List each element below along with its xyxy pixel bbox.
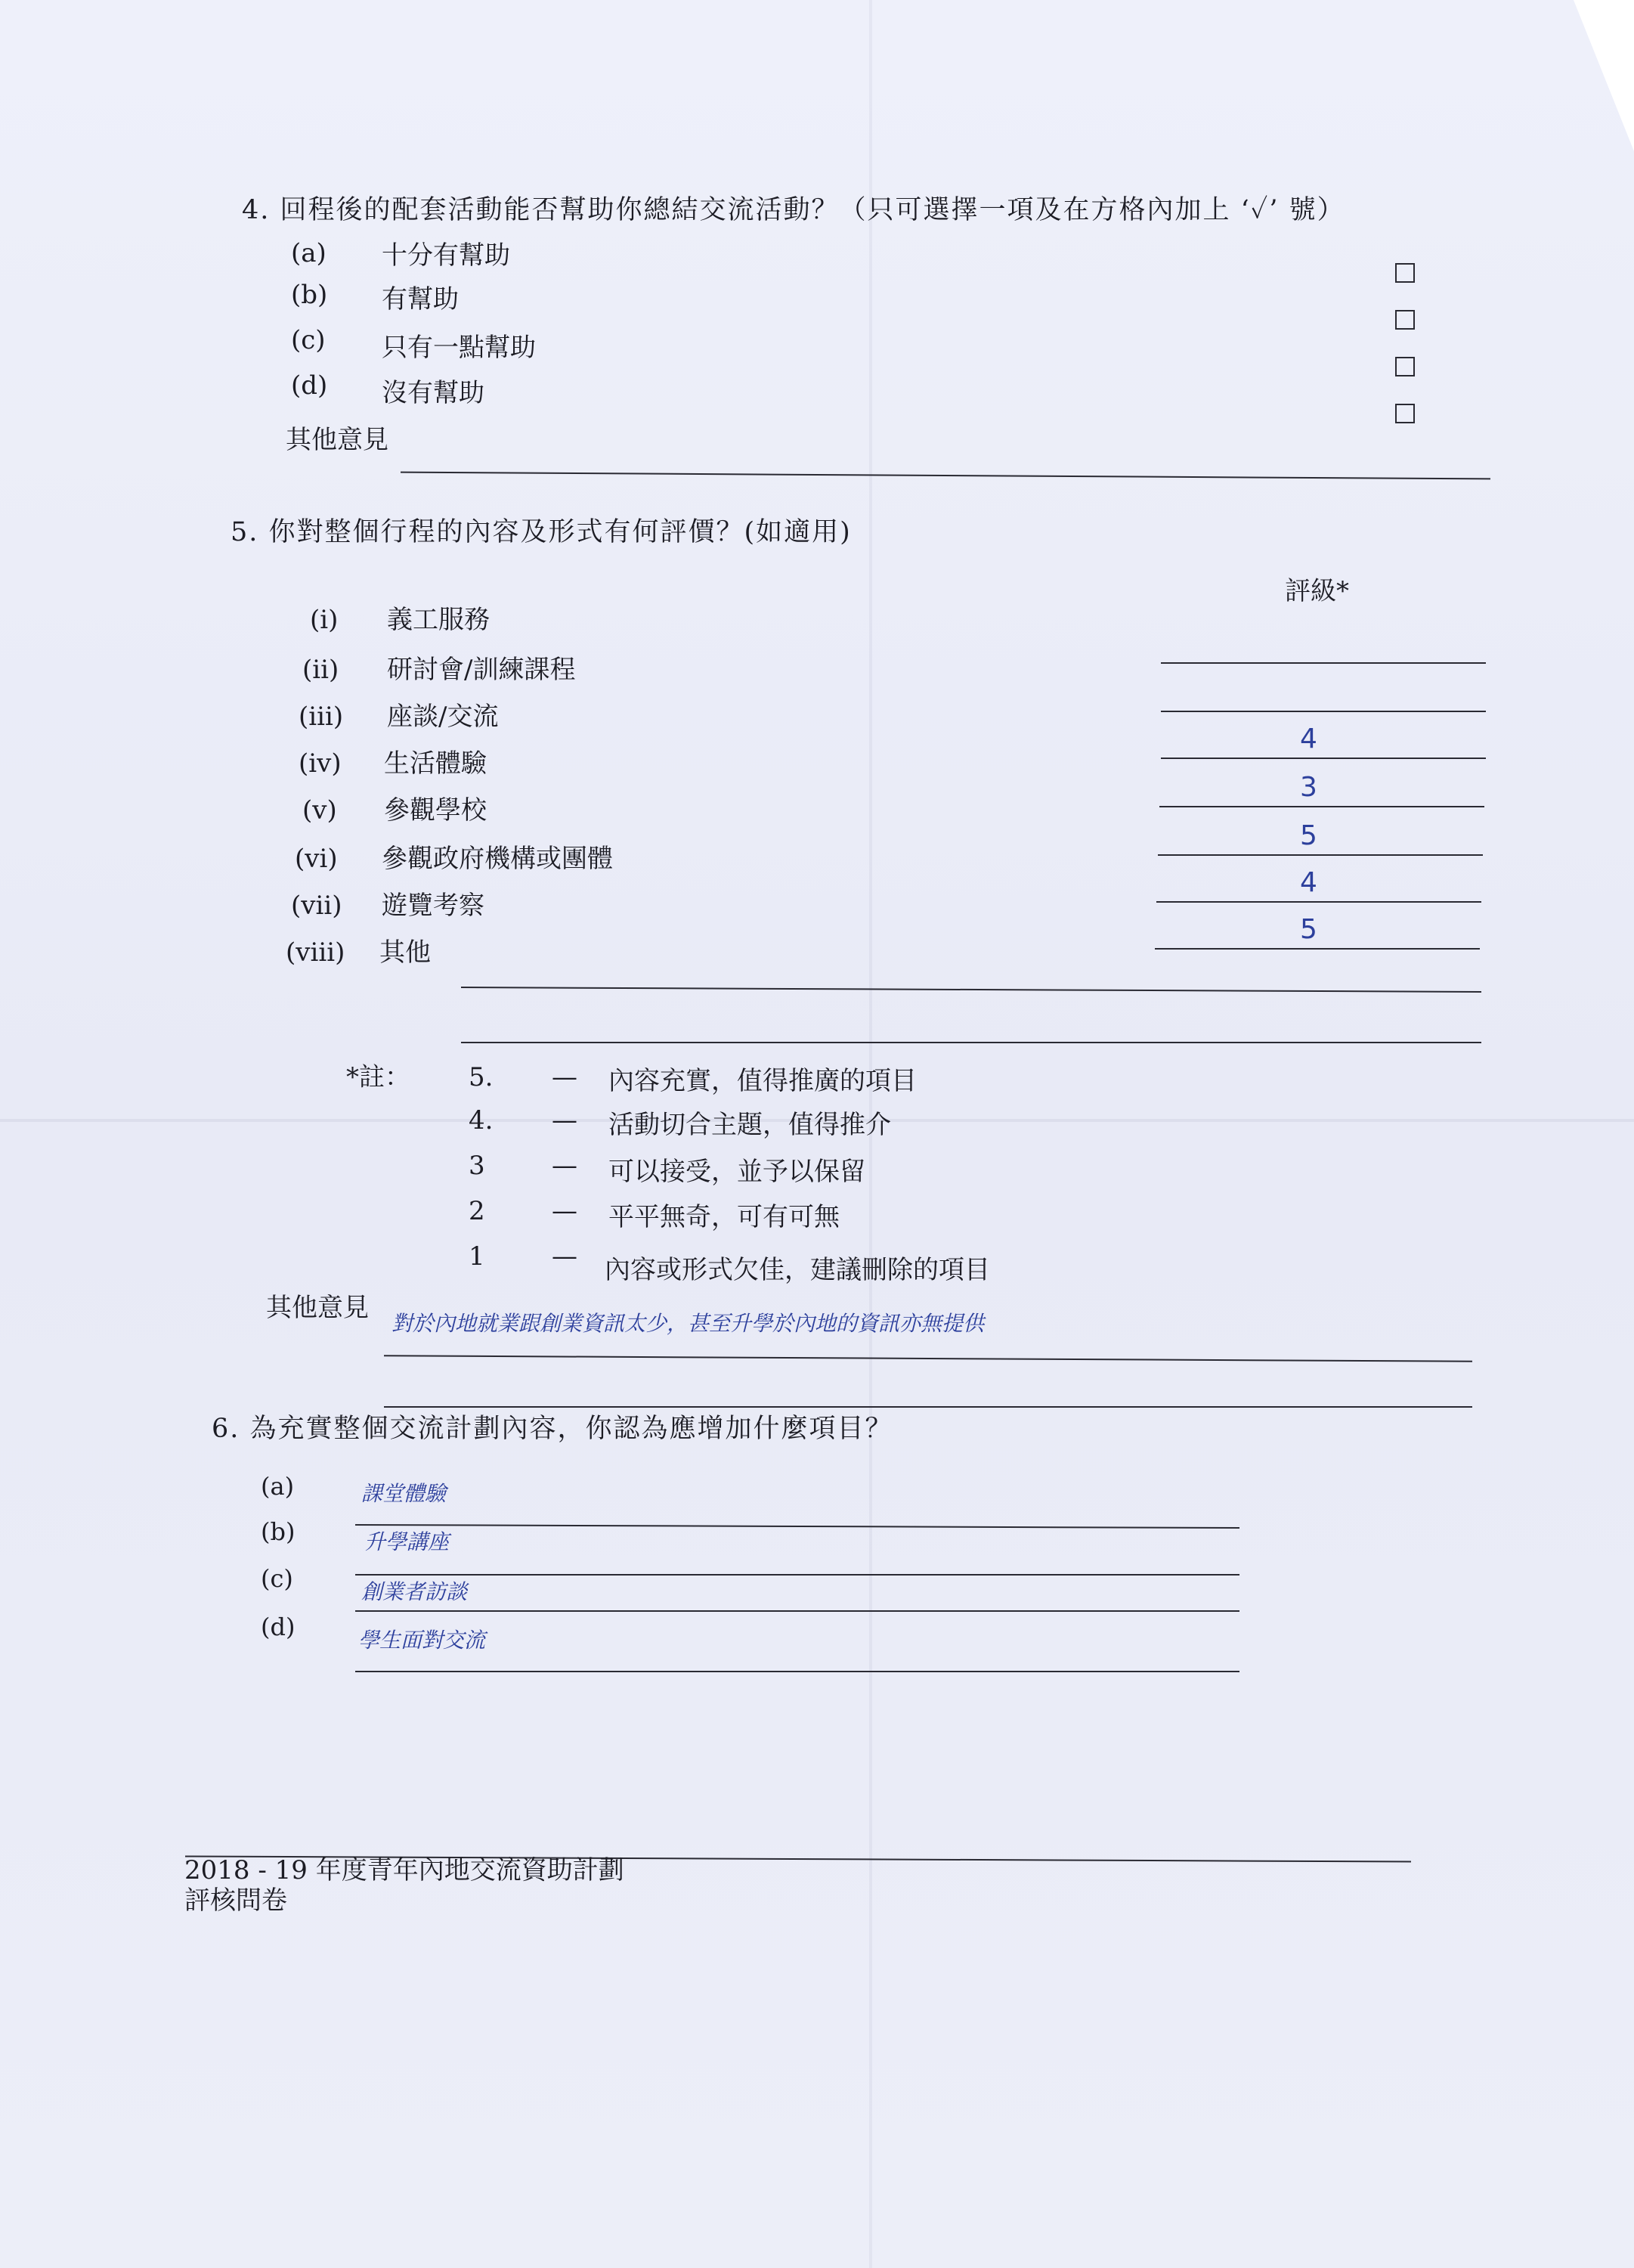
q6-answer-a: 課堂體驗 — [361, 1481, 447, 1506]
legend-5-dash: — — [552, 1062, 577, 1092]
q5-item-vi-label: 參觀政府機構或團體 — [382, 844, 613, 874]
q5-other-comment-label: 其他意見 — [266, 1293, 369, 1323]
legend-3-dash: — — [552, 1151, 577, 1181]
q4-option-b-marker: (b) — [291, 280, 328, 310]
q6-answer-b: 升學講座 — [364, 1529, 450, 1554]
q6-answer-c: 創業者訪談 — [361, 1579, 468, 1604]
q6-answer-c-marker: (c) — [261, 1564, 293, 1593]
q5-item-iv-label: 生活體驗 — [384, 748, 487, 779]
q4-option-b-label: 有幫助 — [382, 284, 459, 314]
folded-corner — [1574, 0, 1634, 151]
q5-other-comment: 對於內地就業跟創業資訊太少，甚至升學於內地的資訊亦無提供 — [391, 1311, 985, 1336]
q6-answer-d-line[interactable] — [355, 1671, 1239, 1672]
footer-programme-name: 2018 - 19 年度青年內地交流資助計劃 — [184, 1855, 624, 1885]
q5-item-vii-marker: (vii) — [291, 891, 342, 921]
legend-1-score: 1 — [469, 1241, 485, 1272]
legend-4-dash: — — [552, 1105, 577, 1136]
q5-item-iii-rating-line[interactable] — [1161, 758, 1486, 759]
q5-item-vi-marker: (vi) — [295, 844, 338, 874]
q4-option-a-marker: (a) — [291, 238, 326, 268]
legend-4-text: 活動切合主題，值得推介 — [608, 1110, 891, 1140]
q5-other-line-2[interactable] — [461, 1042, 1481, 1043]
q5-item-iv-rating: 3 — [1300, 772, 1317, 803]
legend-1-text: 內容或形式欠佳，建議刪除的項目 — [605, 1255, 990, 1285]
q4-other-label: 其他意見 — [286, 425, 388, 455]
q5-item-i-label: 義工服務 — [387, 605, 490, 635]
legend-5-score: 5. — [469, 1062, 494, 1092]
footer-form-name: 評核問卷 — [184, 1885, 287, 1916]
q4-option-d-marker: (d) — [291, 370, 328, 401]
q6-answer-d: 學生面對交流 — [358, 1628, 486, 1653]
q5-rating-header: 評級* — [1285, 576, 1349, 606]
q4-option-c-label: 只有一點幫助 — [382, 333, 536, 363]
q5-item-iv-rating-line[interactable] — [1159, 806, 1484, 807]
q6-answer-d-marker: (d) — [261, 1613, 296, 1641]
q5-comment-line-2[interactable] — [384, 1406, 1472, 1408]
q5-item-vi-rating-line[interactable] — [1156, 901, 1481, 903]
q4-title: 4. 回程後的配套活動能否幫助你總結交流活動？（只可選擇一項及在方格內加上 ‘✓’ 號） — [242, 195, 1345, 225]
q6-title: 6. 為充實整個交流計劃內容，你認為應增加什麼項目？ — [212, 1414, 893, 1444]
q4-option-c-marker: (c) — [291, 325, 326, 355]
q5-item-vi-rating: 4 — [1300, 867, 1317, 898]
legend-3-score: 3 — [469, 1151, 485, 1181]
q4-option-b-checkbox[interactable] — [1395, 310, 1415, 330]
q4-option-c-checkbox[interactable] — [1395, 357, 1415, 376]
q5-item-i-rating-line[interactable] — [1161, 662, 1486, 664]
legend-1-dash: — — [552, 1241, 577, 1272]
q5-item-iii-marker: (iii) — [299, 702, 344, 732]
q6-answer-b-marker: (b) — [261, 1517, 296, 1546]
legend-2-score: 2 — [469, 1196, 485, 1226]
q5-item-i-marker: (i) — [310, 605, 339, 635]
q5-note-label: *註： — [346, 1062, 410, 1092]
legend-5-text: 內容充實，值得推廣的項目 — [608, 1066, 917, 1096]
q5-item-iv-marker: (iv) — [299, 748, 342, 779]
q4-option-a-label: 十分有幫助 — [382, 240, 510, 271]
q5-item-vii-rating: 5 — [1300, 914, 1317, 945]
q5-item-ii-rating-line[interactable] — [1161, 711, 1486, 712]
q5-item-v-rating-line[interactable] — [1158, 854, 1483, 856]
q4-option-d-label: 沒有幫助 — [382, 378, 484, 408]
q6-answer-c-line[interactable] — [355, 1610, 1239, 1612]
q5-item-v-marker: (v) — [302, 795, 337, 826]
q4-option-d-checkbox[interactable] — [1395, 404, 1415, 423]
q4-option-a-checkbox[interactable] — [1395, 263, 1415, 283]
q5-item-vii-label: 遊覽考察 — [382, 891, 484, 921]
q5-item-vii-rating-line[interactable] — [1155, 948, 1480, 950]
legend-2-dash: — — [552, 1196, 577, 1226]
q5-item-v-rating: 5 — [1300, 820, 1317, 851]
q5-item-ii-marker: (ii) — [302, 655, 339, 685]
legend-4-score: 4. — [469, 1105, 494, 1136]
legend-2-text: 平平無奇，可有可無 — [608, 1202, 840, 1232]
q5-item-viii-marker: (viii) — [286, 937, 345, 968]
q5-item-ii-label: 研討會/訓練課程 — [387, 655, 576, 685]
q6-answer-b-line[interactable] — [355, 1574, 1239, 1576]
q5-item-v-label: 參觀學校 — [384, 795, 487, 826]
q5-title: 5. 你對整個行程的內容及形式有何評價？(如適用) — [231, 517, 852, 547]
legend-3-text: 可以接受，並予以保留 — [608, 1157, 865, 1187]
q5-item-iii-rating: 4 — [1300, 723, 1317, 754]
q6-answer-a-marker: (a) — [261, 1472, 295, 1501]
q5-item-viii-label: 其他 — [379, 937, 431, 968]
q5-item-iii-label: 座談/交流 — [387, 702, 499, 732]
